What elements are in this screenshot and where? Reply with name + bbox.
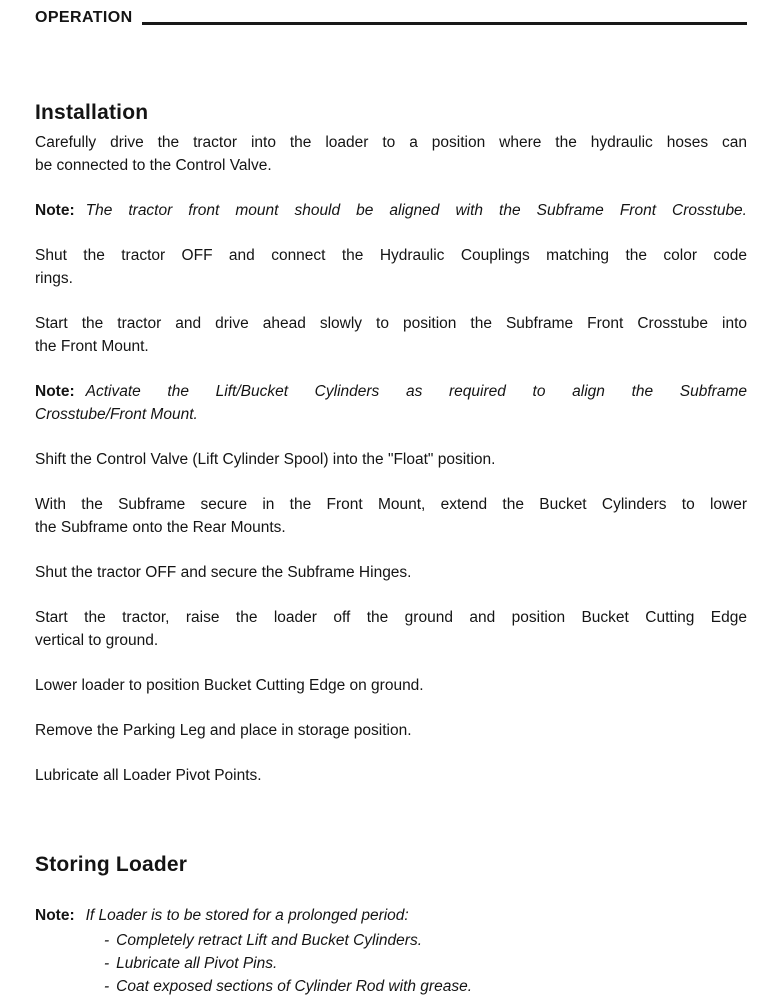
note-front-mount-alignment (35, 199, 747, 222)
text-line (35, 904, 747, 927)
note-label: Note: (35, 907, 75, 924)
text-line: Remove the Parking Leg and place in storage position. (35, 722, 412, 739)
header-rule (142, 22, 747, 25)
text-line: Lower loader to position Bucket Cutting Edge on ground. (35, 677, 424, 694)
paragraph-raise-loader-cutting-edge (35, 606, 747, 652)
paragraph-remove-parking-leg (35, 719, 747, 742)
note-storing-prolonged-period (35, 904, 747, 927)
bullet-text: Lubricate all Pivot Pins. (116, 955, 278, 972)
paragraph-lower-loader (35, 674, 747, 697)
paragraph-lubricate-pivot-points (35, 764, 747, 787)
text-line: the Front Mount. (35, 338, 149, 355)
page-header-title: OPERATION (35, 9, 133, 26)
bullet-item-coat-cylinder-rod (104, 975, 747, 998)
paragraph-drive-tractor-into-loader (35, 131, 747, 177)
page-body (35, 101, 747, 998)
bullet-dash: - (104, 955, 110, 972)
bullet-list (35, 929, 747, 998)
text-line: the Subframe onto the Rear Mounts. (35, 519, 286, 536)
text-line: Carefully drive the tractor into the loader to a position where the hydraulic hoses can (35, 134, 747, 151)
text-line: rings. (35, 270, 73, 287)
paragraph-shut-off-connect-couplings (35, 244, 747, 290)
note-text: If Loader is to be stored for a prolonged period: (85, 907, 409, 924)
text-line: be connected to the Control Valve. (35, 157, 272, 174)
bullet-text: Completely retract Lift and Bucket Cylinders. (116, 932, 422, 949)
bullet-dash: - (104, 932, 110, 949)
note-text: The tractor front mount should be aligned with the Subframe Front Crosstube. (85, 202, 747, 219)
text-line (35, 403, 747, 426)
paragraph-extend-bucket-cylinders (35, 493, 747, 539)
section-heading-storing-loader: Storing Loader (35, 853, 188, 876)
text-line: Start the tractor and drive ahead slowly to position the Subframe Front Crosstube into (35, 315, 747, 332)
bullet-text: Coat exposed sections of Cylinder Rod with grease. (116, 978, 472, 995)
text-line: With the Subframe secure in the Front Mount, extend the Bucket Cylinders to lower (35, 496, 747, 513)
note-label: Note: (35, 202, 75, 219)
page-header (35, 10, 747, 26)
note-text: Crosstube/Front Mount. (35, 406, 198, 423)
section-heading-installation: Installation (35, 101, 149, 124)
text-line: Shut the tractor OFF and connect the Hydraulic Couplings matching the color code (35, 247, 747, 264)
note-text: Activate the Lift/Bucket Cylinders as required to align the Subframe (85, 383, 747, 400)
paragraph-secure-subframe-hinges (35, 561, 747, 584)
text-line: Shift the Control Valve (Lift Cylinder Spool) into the "Float" position. (35, 451, 496, 468)
text-line (35, 380, 747, 403)
paragraph-shift-control-valve-float (35, 448, 747, 471)
note-label: Note: (35, 383, 75, 400)
text-line: Lubricate all Loader Pivot Points. (35, 767, 262, 784)
note-activate-cylinders (35, 380, 747, 426)
paragraph-drive-ahead-slowly (35, 312, 747, 358)
text-line: vertical to ground. (35, 632, 159, 649)
text-line (35, 199, 747, 222)
text-line: Shut the tractor OFF and secure the Subframe Hinges. (35, 564, 412, 581)
text-line: Start the tractor, raise the loader off the ground and position Bucket Cutting Edge (35, 609, 747, 626)
bullet-dash: - (104, 978, 110, 995)
bullet-item-lubricate-pivot-pins (104, 952, 747, 975)
bullet-item-retract-cylinders (104, 929, 747, 952)
